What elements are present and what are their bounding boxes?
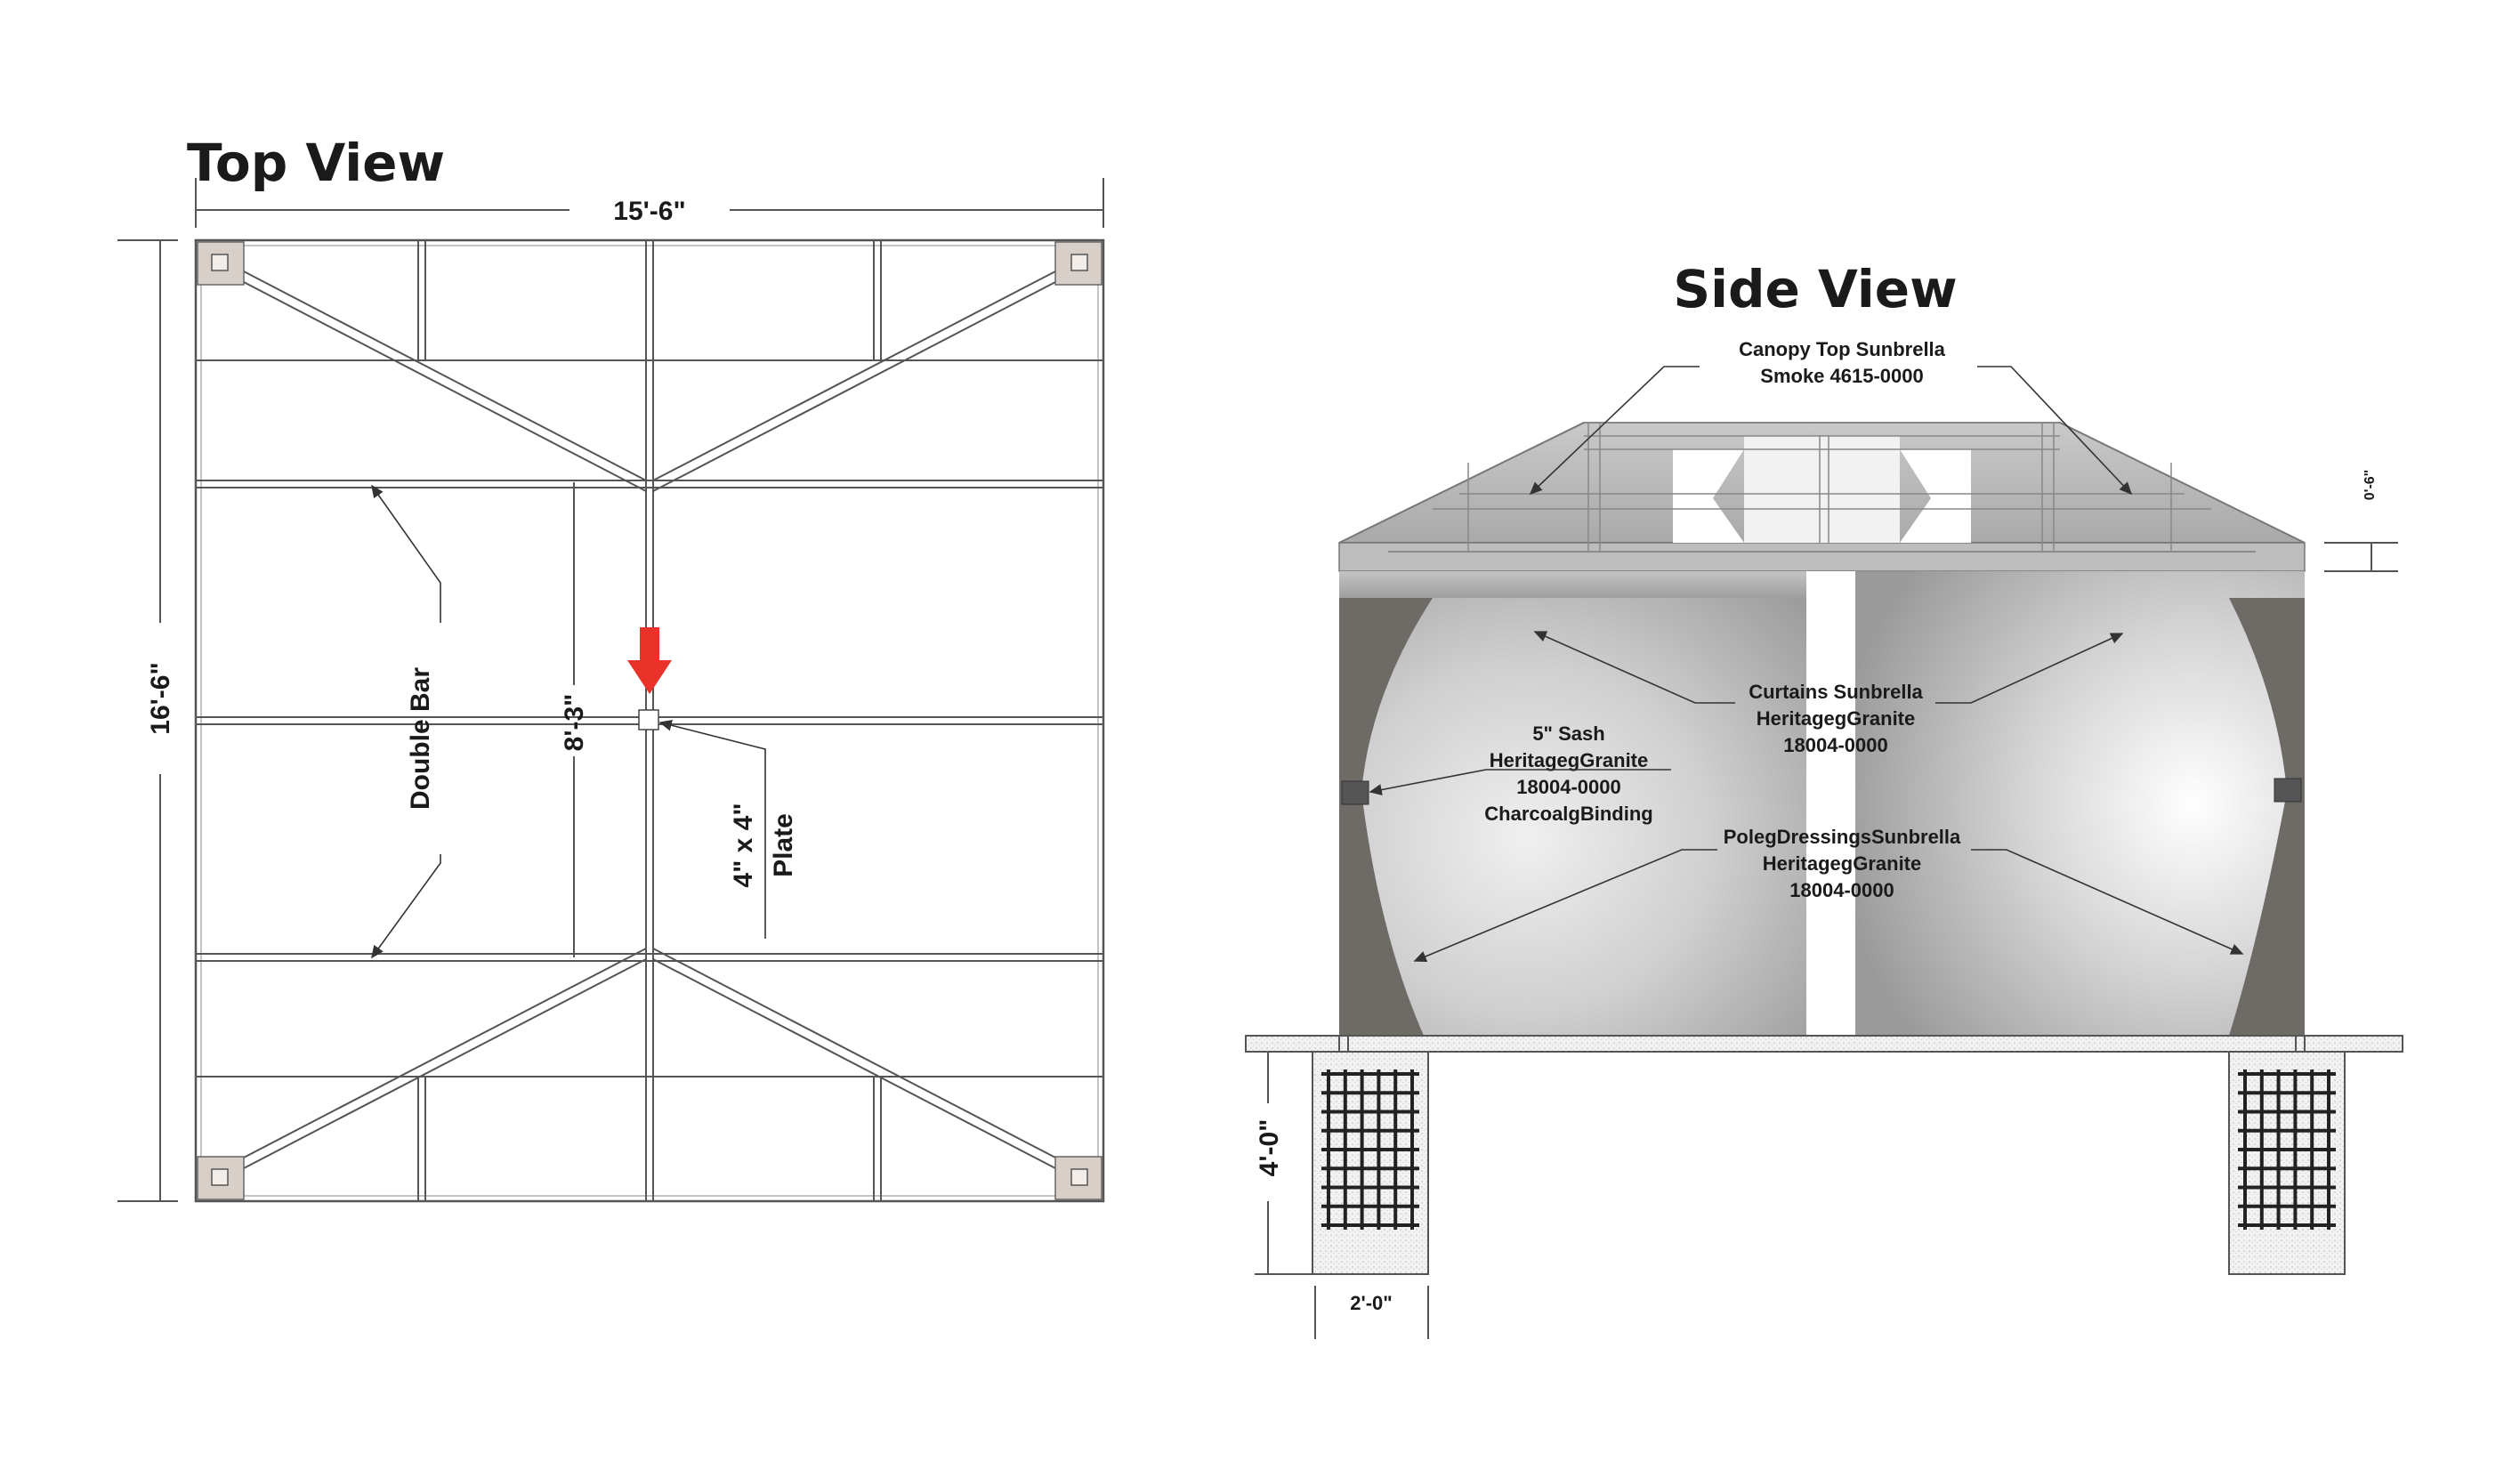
center-dim-label: 8'-3" [560, 693, 589, 752]
footing-left [1312, 1052, 1428, 1274]
height-dimension [117, 240, 178, 1201]
footing-height-label: 4'-0" [1255, 1118, 1284, 1177]
sash-label-2: HeritagegGranite [1489, 749, 1649, 771]
side-view-title: Side View [1673, 259, 1958, 319]
pole-label-3: 18004-0000 [1789, 879, 1894, 901]
side-view [1246, 259, 2403, 1339]
curtains-label-2: HeritagegGranite [1756, 707, 1916, 730]
width-dim-label: 15'-6" [613, 197, 686, 226]
center-plate [639, 710, 658, 730]
canopy-label-2: Smoke 4615-0000 [1760, 365, 1924, 387]
height-dim-label: 16'-6" [146, 662, 175, 735]
canopy-label-1: Canopy Top Sunbrella [1739, 338, 1945, 360]
pole-label-2: HeritagegGranite [1762, 852, 1922, 875]
sash-label-1: 5" Sash [1532, 722, 1605, 745]
sash-label-4: CharcoalgBinding [1484, 803, 1653, 825]
top-dim-label: 0'-6" [2362, 469, 2378, 501]
curtains-label-3: 18004-0000 [1783, 734, 1888, 756]
top-view [117, 133, 1103, 1201]
sash-label-3: 18004-0000 [1516, 776, 1621, 798]
footing-width-label: 2'-0" [1350, 1292, 1393, 1314]
pole-label-1: PolegDressingsSunbrella [1723, 826, 1961, 848]
canopy [1339, 423, 2305, 571]
top-dimension [2324, 543, 2398, 571]
red-arrow-icon [627, 627, 672, 694]
footing-right [2229, 1052, 2345, 1274]
double-bar-label: Double Bar [406, 666, 435, 811]
plate-label-1: 4" x 4" [729, 803, 758, 888]
top-view-title: Top View [187, 133, 446, 193]
curtains-label-1: Curtains Sunbrella [1749, 681, 1923, 703]
plate-label-2: Plate [769, 813, 798, 877]
